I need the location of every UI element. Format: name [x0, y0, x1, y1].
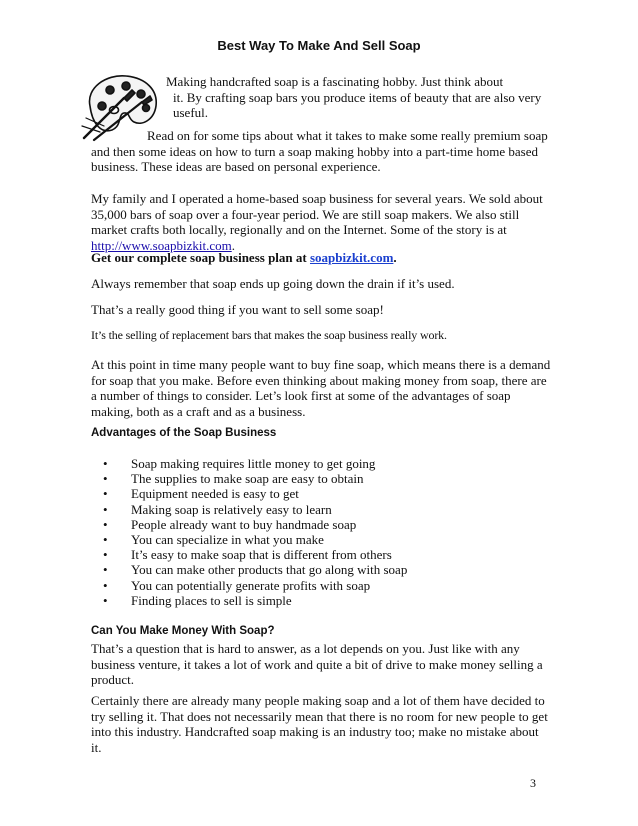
list-item-text: You can make other products that go along with soap	[131, 562, 408, 578]
list-item-text: Equipment needed is easy to get	[131, 486, 299, 502]
list-item	[103, 578, 407, 593]
list-item	[103, 532, 407, 547]
money-paragraph-2: Certainly there are already many people making soap and a lot of them have decided to try selling it. That does not necessarily mean that there is no room for new people to get into this industry. Handcrafted soap making is an industry too; make no mistake about it.	[91, 693, 548, 755]
bullet-icon: •	[103, 486, 108, 502]
good-thing-paragraph: That’s a really good thing if you want to sell some soap!	[91, 302, 384, 317]
list-item-text: You can specialize in what you make	[131, 531, 324, 547]
always-remember-paragraph: Always remember that soap ends up going down the drain if it’s used.	[91, 276, 455, 291]
intro-rest: it. By crafting soap bars you produce items of beauty that are also very useful.	[173, 89, 542, 121]
list-item-text: Soap making requires little money to get going	[131, 456, 376, 471]
advantages-list	[103, 456, 407, 608]
advantages-heading: Advantages of the Soap Business	[91, 427, 277, 439]
business-plan-text: Get our complete soap business plan at	[91, 250, 310, 265]
list-item	[103, 456, 407, 471]
list-item-text: You can potentially generate profits with soap	[131, 577, 371, 593]
bullet-icon: •	[103, 471, 108, 487]
soapbizkit-link[interactable]: soapbizkit.com	[309, 250, 394, 265]
bullet-icon: •	[103, 501, 108, 517]
bullet-icon: •	[103, 516, 108, 532]
page-number: 3	[530, 776, 536, 790]
list-item-text: It’s easy to make soap that is different from others	[131, 547, 392, 563]
this-point-paragraph: At this point in time many people want to buy fine soap, which means there is a demand for soap that you make. Before even thinking about making money from soap, there are a number of things to consider. Let’s look first at some of the advantages of soap making, both as a craft and as a business.	[91, 357, 551, 419]
business-plan-period: .	[393, 250, 397, 265]
bullet-icon: •	[103, 592, 108, 608]
soapbizkit-url-link[interactable]: http://www.soapbizkit.com	[91, 237, 232, 253]
read-on-paragraph: Read on for some tips about what it takes to make some really premium soap and then some ideas on how to turn a soap making hobby into a part-time home based business. These ideas are based on personal experience.	[91, 128, 548, 175]
intro-first-line: Making handcrafted soap is a fascinating hobby. Just think about	[166, 74, 504, 89]
list-item-text: The supplies to make soap are easy to obtain	[131, 471, 364, 487]
family-text: My family and I operated a home-based soap business for several years. We sold about 35,000 bars of soap over a four-year period. We are still soap makers. We also still market crafts both locally, regionally and on the Internet. Some of the story is at	[91, 191, 543, 238]
replacement-bars-paragraph: It’s the selling of replacement bars that makes the soap business really work.	[91, 328, 447, 342]
list-item	[103, 562, 407, 577]
bullet-icon: •	[103, 531, 108, 547]
family-period: .	[231, 237, 235, 253]
list-item	[103, 593, 407, 608]
bullet-icon: •	[103, 577, 108, 593]
list-item-text: Making soap is relatively easy to learn	[131, 501, 332, 517]
bullet-icon: •	[103, 547, 108, 563]
money-paragraph-1: That’s a question that is hard to answer, as a lot depends on you. Just like with any business venture, it takes a lot of work and quite a bit of drive to make money selling a product.	[91, 641, 543, 688]
list-item	[103, 486, 407, 501]
bullet-icon: •	[103, 562, 108, 578]
intro-paragraph	[166, 74, 550, 121]
list-item	[103, 502, 407, 517]
list-item	[103, 547, 407, 562]
list-item-text: Finding places to sell is simple	[131, 592, 292, 608]
list-item	[103, 517, 407, 532]
list-item	[103, 471, 407, 486]
money-heading: Can You Make Money With Soap?	[91, 625, 275, 637]
business-plan-paragraph	[91, 250, 551, 266]
page-title: Best Way To Make And Sell Soap	[217, 38, 421, 53]
bullet-icon: •	[103, 456, 108, 471]
list-item-text: People already want to buy handmade soap	[131, 516, 357, 532]
family-paragraph	[91, 191, 551, 253]
